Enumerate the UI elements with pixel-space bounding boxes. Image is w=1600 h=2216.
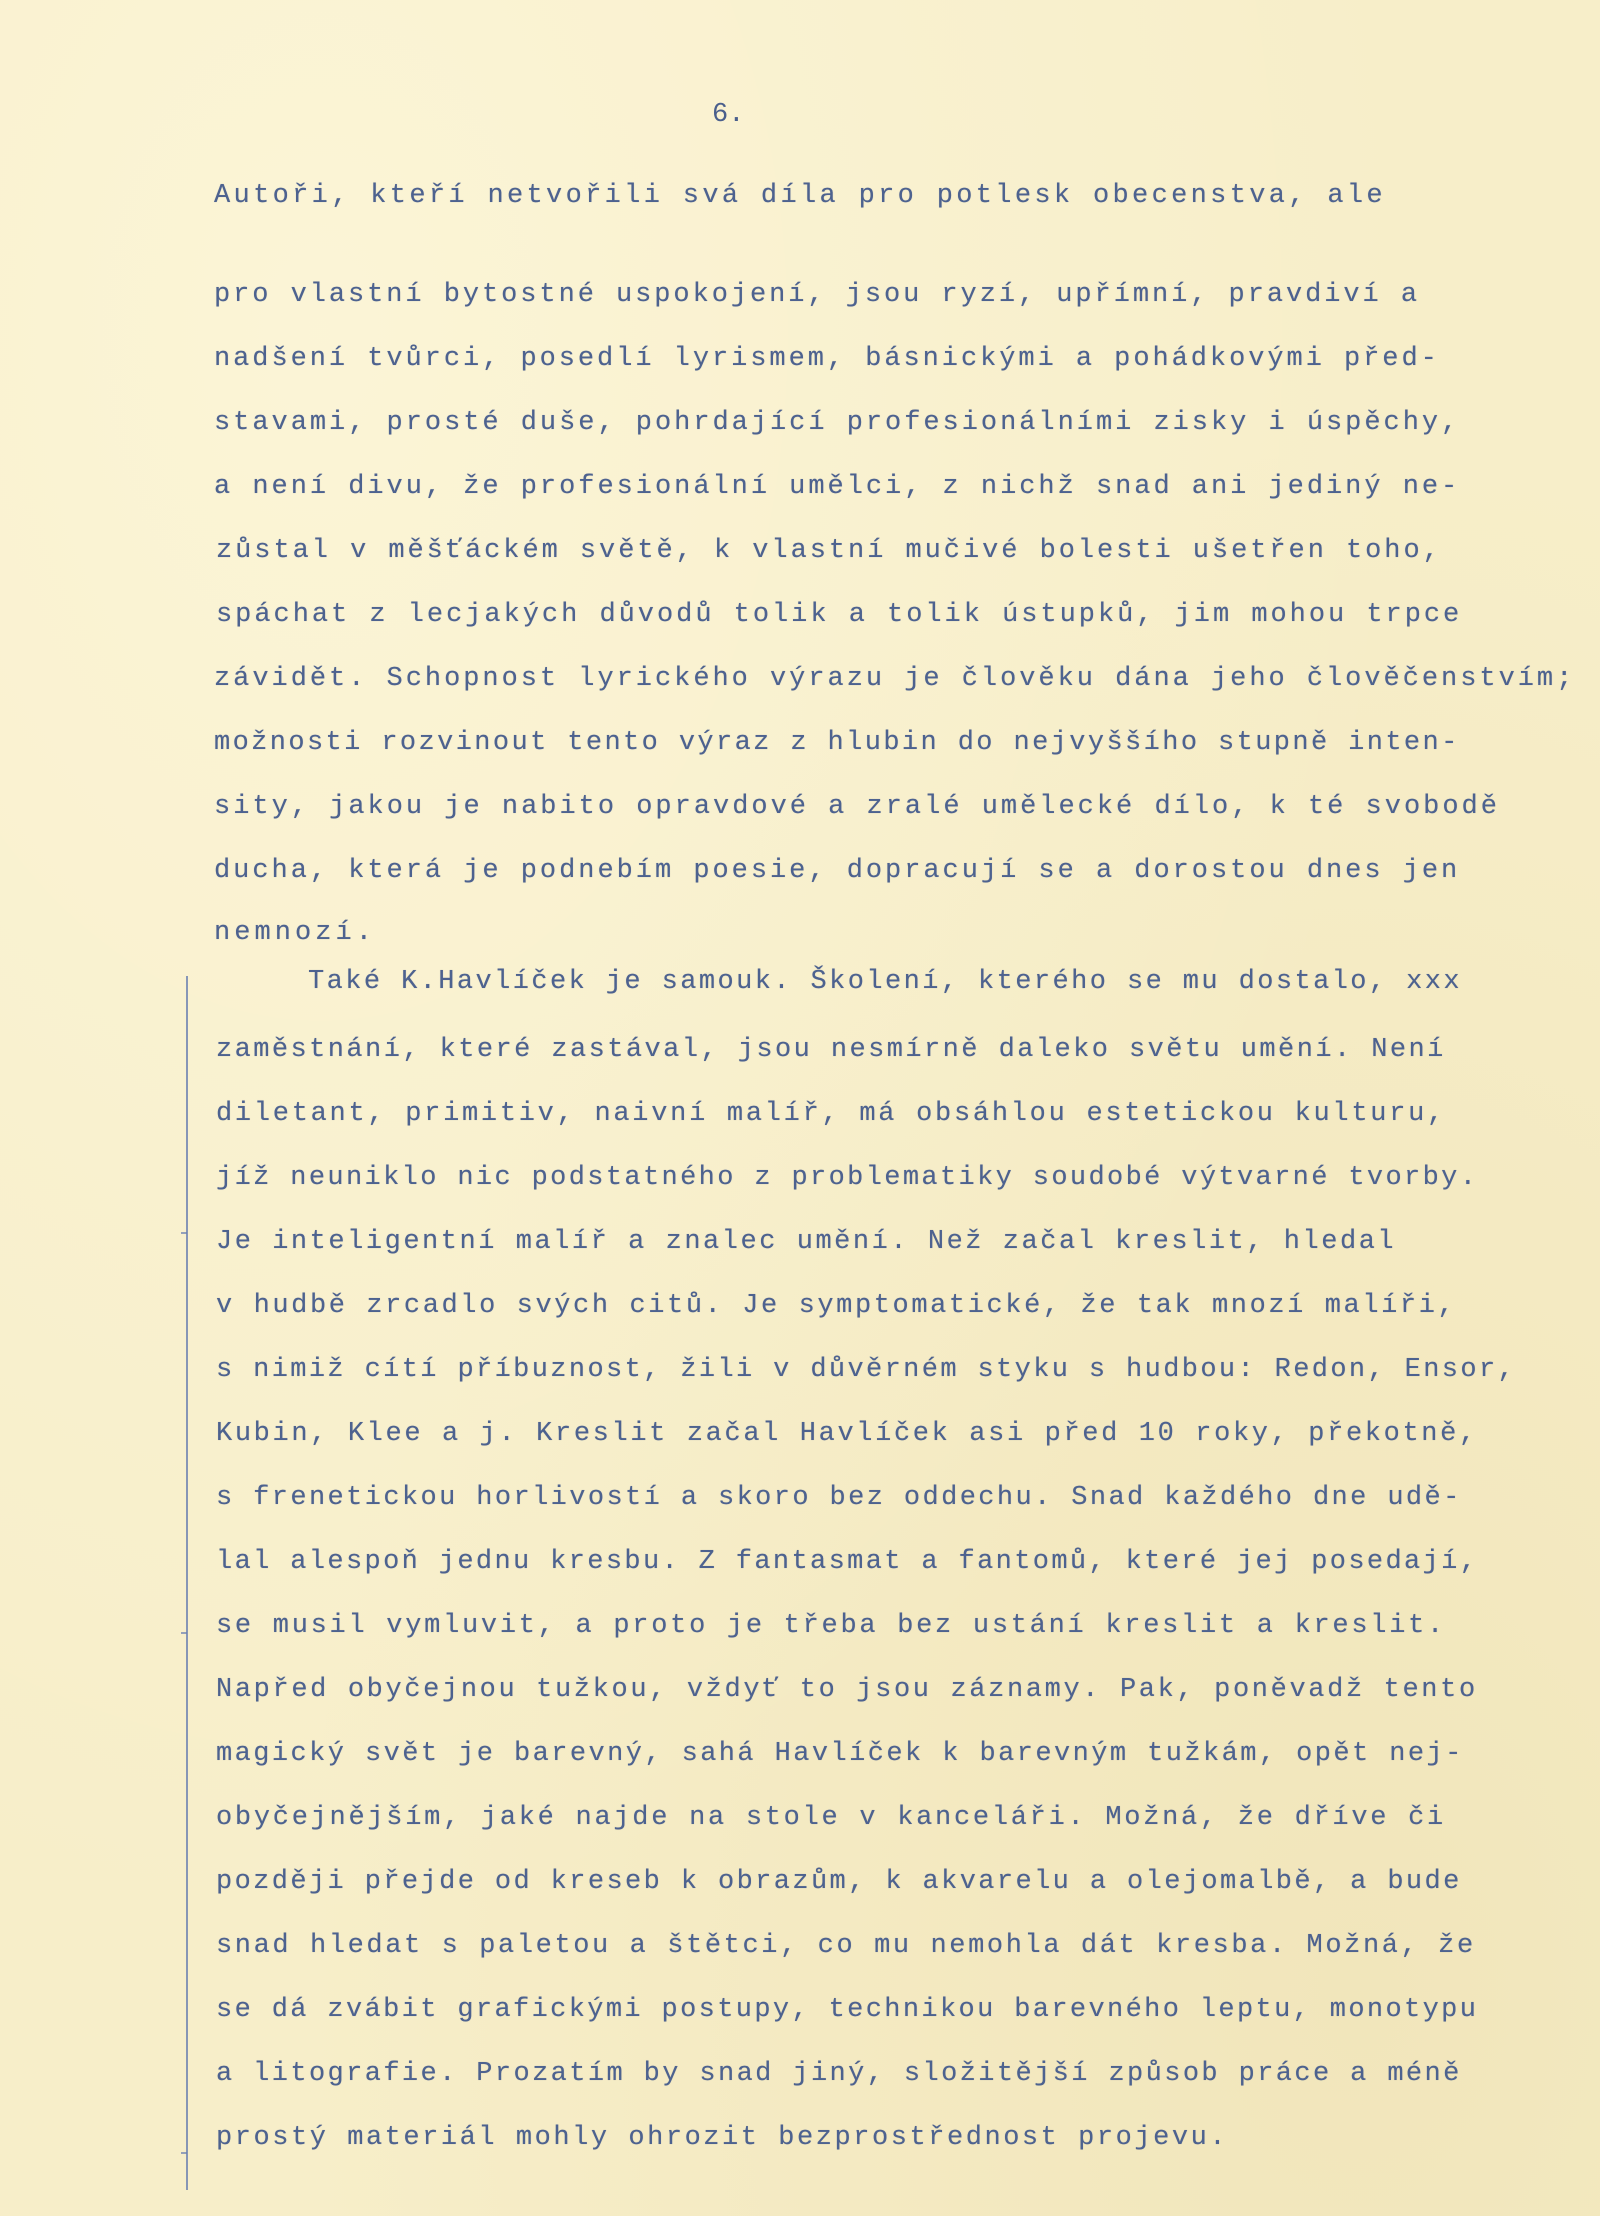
text-line: se dá zvábit grafickými postupy, technikou barevného leptu, monotypu [216, 1995, 1479, 2025]
text-line: jíž neuniklo nic podstatného z problematiky soudobé výtvarné tvorby. [216, 1163, 1479, 1193]
text-line: závidět. Schopnost lyrického výrazu je člověku dána jeho člověčenstvím; [214, 664, 1576, 694]
margin-mark [181, 1632, 187, 1634]
text-line: a litografie. Prozatím by snad jiný, složitější způsob práce a méně [216, 2059, 1462, 2089]
text-line: nemnozí. [214, 918, 377, 948]
text-line: v hudbě zrcadlo svých citů. Je symptomatické, že tak mnozí malíři, [216, 1291, 1457, 1321]
text-line: diletant, primitiv, naivní malíř, má obsáhlou estetickou kulturu, [216, 1099, 1446, 1129]
text-line: snad hledat s paletou a štětci, co mu nemohla dát kresba. Možná, že [216, 1931, 1476, 1961]
text-line: sity, jakou je nabito opravdové a zralé umělecké dílo, k té svobodě [214, 792, 1500, 822]
text-line: stavami, prosté duše, pohrdající profesionálními zisky i úspěchy, [214, 408, 1461, 438]
text-line: magický svět je barevný, sahá Havlíček k barevným tužkám, opět nej- [216, 1739, 1464, 1769]
text-line: spáchat z lecjakých důvodů tolik a tolik ústupků, jim mohou trpce [216, 600, 1463, 630]
text-line: Je inteligentní malíř a znalec umění. Než začal kreslit, hledal [216, 1227, 1397, 1257]
text-line: se musil vymluvit, a proto je třeba bez ustání kreslit a kreslit. [216, 1611, 1446, 1641]
text-line: s nimiž cítí příbuznost, žili v důvěrném styku s hudbou: Redon, Ensor, [216, 1355, 1517, 1385]
margin-rule [186, 976, 188, 2190]
text-line: Napřed obyčejnou tužkou, vždyť to jsou záznamy. Pak, poněvadž tento [216, 1675, 1478, 1705]
text-line: později přejde od kreseb k obrazům, k akvarelu a olejomalbě, a bude [216, 1867, 1462, 1897]
text-line: Také K.Havlíček je samouk. Školení, kterého se mu dostalo, xxx [308, 967, 1462, 997]
text-line: ducha, která je podnebím poesie, dopracují se a dorostou dnes jen [214, 856, 1461, 886]
text-line: obyčejnějším, jaké najde na stole v kanceláři. Možná, že dříve či [216, 1803, 1446, 1833]
text-line: Kubin, Klee a j. Kreslit začal Havlíček asi před 10 roky, překotně, [216, 1419, 1478, 1449]
text-line: lal alespoň jednu kresbu. Z fantasmat a fantomů, které jej posedají, [216, 1547, 1479, 1577]
margin-mark [181, 2152, 187, 2154]
text-line: s frenetickou horlivostí a skoro bez oddechu. Snad každého dne udě- [216, 1483, 1462, 1513]
text-line: a není divu, že profesionální umělci, z nichž snad ani jediný ne- [214, 472, 1461, 502]
text-line: Autoři, kteří netvořili svá díla pro potlesk obecenstva, ale [214, 181, 1386, 211]
text-line: pro vlastní bytostné uspokojení, jsou ryzí, upřímní, pravdiví a [214, 280, 1420, 310]
margin-mark [181, 1232, 187, 1234]
page-number: 6. [712, 100, 745, 130]
text-line: možnosti rozvinout tento výraz z hlubin do nejvyššího stupně inten- [214, 728, 1460, 758]
text-line: nadšení tvůrci, posedlí lyrismem, básnickými a pohádkovými před- [214, 344, 1440, 374]
text-line: zaměstnání, které zastával, jsou nesmírně daleko světu umění. Není [216, 1035, 1446, 1065]
text-line: zůstal v měšťáckém světě, k vlastní mučivé bolesti ušetřen toho, [216, 536, 1442, 566]
text-line: prostý materiál mohly ohrozit bezprostřednost projevu. [216, 2123, 1229, 2153]
